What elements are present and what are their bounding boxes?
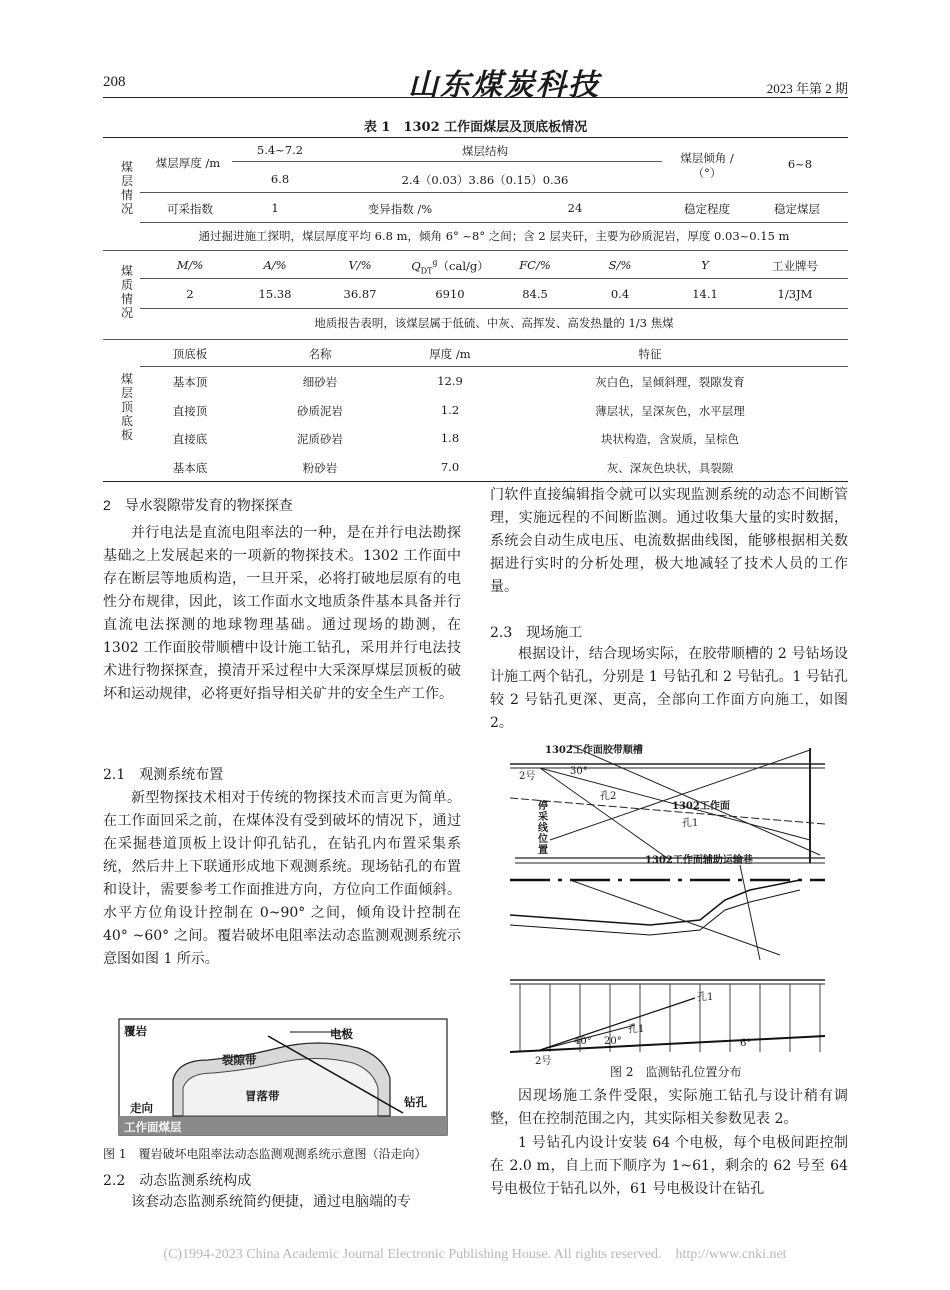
quality-header-grade: 工业牌号 <box>772 259 818 273</box>
copyright-footer: (C)1994-2023 China Academic Journal Electronic Publishing House. All rights reserved. http://www.cnki.net <box>163 1247 787 1262</box>
table-title: 表 1 1302 工作面煤层及顶底板情况 <box>363 120 588 135</box>
quality-value-q: 6910 <box>435 287 465 301</box>
section-rule <box>103 250 848 251</box>
roof-row-name: 砂质泥岩 <box>297 404 343 418</box>
quality-value-grade: 1/3JM <box>777 287 813 301</box>
roof-row-type: 基本底 <box>172 461 208 475</box>
fig2-face-label: 1302工作面 <box>672 801 730 812</box>
quality-header-m: M/% <box>176 258 204 272</box>
roof-header-type: 顶底板 <box>172 347 208 361</box>
thickness-label: 煤层厚度 /m <box>155 156 221 170</box>
subsection-title: 2.1 观测系统布置 <box>103 767 224 783</box>
roof-row-feature: 块状构造，含炭质，呈棕色 <box>601 432 739 446</box>
quality-header-fc: FC/% <box>519 258 551 272</box>
quality-header-v: V/% <box>348 258 372 272</box>
subsection-title: 2.3 现场施工 <box>490 625 583 641</box>
row-rule <box>232 161 662 162</box>
header-rule <box>103 97 848 98</box>
quality-value-a: 15.38 <box>258 287 292 301</box>
issue-label: 2023 年第 2 期 <box>766 81 848 96</box>
roof-row-name: 泥质砂岩 <box>297 432 343 446</box>
structure-label: 煤层结构 <box>462 144 508 158</box>
stability-label: 稳定程度 <box>684 202 730 216</box>
variation-label: 变异指数 /% <box>367 202 433 216</box>
fig2-hole1-lower-label: 孔1 <box>628 1024 645 1035</box>
paragraph: 并行电法是直流电阻率法的一种，是在并行电法勘探基础之上发展起来的一项新的物探技术。1302 工作面中存在断层等地质构造，一旦开采，必将打破地层原有的电性分布规律，因此，该工作面水文地质条件基本具备并行直流电法探测的地球物理基础。通过现场的勘测，在 1302 工作面胶带顺槽中设计施工钻孔，采用并行电法技术进行物探探查，摸清开采过程中大采深厚煤层顶板的破坏和运动规律，必将更好指导相关矿井的安全生产工作。 <box>103 525 461 702</box>
roof-row-feature: 灰、深灰色块状，具裂隙 <box>606 461 734 475</box>
fig2-stop-line-label: 停采线位置 <box>538 801 548 856</box>
quality-header-a: A/% <box>263 258 287 272</box>
row-rule <box>140 278 848 279</box>
roof-row-feature: 薄层状，呈深灰色，水平层理 <box>595 404 745 418</box>
roof-row-thickness: 12.9 <box>437 374 463 388</box>
quality-header-s: S/% <box>608 258 632 272</box>
fig1-electrode-label: 电极 <box>330 1027 353 1041</box>
quality-value-v: 36.87 <box>343 287 377 301</box>
roof-section-label: 煤层顶底板 <box>120 372 133 442</box>
fig2-angle20-label: 20° <box>604 1036 622 1047</box>
row-rule <box>140 222 848 223</box>
section-rule <box>103 339 848 340</box>
row-rule <box>140 192 848 193</box>
roof-row-type: 基本顶 <box>172 375 208 389</box>
figure-2 <box>510 740 830 1060</box>
stability-value: 稳定煤层 <box>774 202 820 216</box>
roof-row-thickness: 1.2 <box>440 403 460 417</box>
quality-value-fc: 84.5 <box>522 287 548 301</box>
fig1-strike-label: 走向 <box>130 1101 153 1115</box>
dip-label: 煤层倾角 /（°） <box>680 151 734 180</box>
variation-value: 24 <box>567 201 583 215</box>
journal-logo: 山东煤炭科技 <box>408 68 600 103</box>
fig1-fracture-label: 裂隙带 <box>222 1053 257 1067</box>
fig2-no2-label: 2号 <box>519 771 536 782</box>
dip-value: 6~8 <box>787 157 813 171</box>
paragraph: 因现场施工条件受限，实际施工钻孔与设计稍有调整，但在控制范围之内，其实际相关参数见表 2。 <box>490 1088 848 1127</box>
thickness-avg: 6.8 <box>270 172 290 186</box>
thickness-range: 5.4~7.2 <box>256 143 304 157</box>
row-rule <box>140 308 848 309</box>
fig2-angle30-label: 30° <box>570 766 588 777</box>
page-number: 208 <box>103 74 126 90</box>
paragraph: 1 号钻孔内设计安装 64 个电极，每个电极间距控制在 2.0 m，自上而下顺序为 1~61，剩余的 62 号至 64 号电极位于钻孔以外，61 号电极设计在钻孔 <box>490 1135 848 1197</box>
roof-row-name: 细砂岩 <box>302 375 338 389</box>
mineable-value: 1 <box>271 201 279 215</box>
fig2-angle6-label: 6° <box>740 1038 752 1049</box>
fig2-hole1-label: 孔1 <box>682 818 699 829</box>
fig1-caving-label: 冒落带 <box>245 1089 280 1103</box>
mineable-label: 可采指数 <box>167 202 213 216</box>
fig1-overburden-label: 覆岩 <box>124 1024 147 1038</box>
fig2-no2-lower-label: 2号 <box>535 1056 552 1067</box>
quality-value-y: 14.1 <box>692 287 718 301</box>
paragraph: 门软件直接编辑指令就可以实现监测系统的动态不间断管理，实施远程的不间断监测。通过收集大量的实时数据，系统会自动生成电压、电流数据曲线图，能够根据相关数据进行实时的分析处理，极大地减轻了技术人员的工作量。 <box>490 487 848 595</box>
table-top-rule <box>103 137 848 138</box>
fig2-hole2-label: 孔2 <box>600 791 617 802</box>
paragraph: 该套动态监测系统简约便捷，通过电脑端的专 <box>131 1194 411 1210</box>
roof-row-type: 直接顶 <box>172 404 208 418</box>
roof-row-feature: 灰白色，呈倾斜理，裂隙发育 <box>595 375 745 389</box>
table-bottom-rule <box>103 481 848 482</box>
fig2-angle40-label: 40° <box>574 1036 592 1047</box>
figure-1-caption: 图 1 覆岩破坏电阻率法动态监测观测系统示意图（沿走向） <box>103 1147 427 1161</box>
subsection-title: 2.2 动态监测系统构成 <box>103 1173 252 1189</box>
coal-section-label: 煤层情况 <box>120 160 133 216</box>
quality-value-m: 2 <box>186 287 194 301</box>
fig2-hole1-lower-label: 孔1 <box>697 992 714 1003</box>
fig2-conveyor-label: 1302工作面辅助运输巷 <box>645 855 753 866</box>
quality-section-label: 煤质情况 <box>120 264 133 320</box>
roof-header-name: 名称 <box>308 347 332 361</box>
figure-2-caption: 图 2 监测钻孔位置分布 <box>610 1065 742 1079</box>
quality-value-s: 0.4 <box>610 287 630 301</box>
roof-row-thickness: 1.8 <box>440 431 460 445</box>
fig1-seam-label: 工作面煤层 <box>124 1120 182 1134</box>
fig1-borehole-label: 钻孔 <box>404 1095 427 1109</box>
roof-row-thickness: 7.0 <box>440 460 460 474</box>
roof-row-type: 直接底 <box>172 432 208 446</box>
structure-value: 2.4（0.03）3.86（0.15）0.36 <box>401 173 569 187</box>
roof-header-thickness: 厚度 /m <box>429 347 471 361</box>
roof-row-name: 粉砂岩 <box>302 461 338 475</box>
section-title: 2 导水裂隙带发育的物探探查 <box>103 497 293 513</box>
quality-note: 地质报告表明，该煤层属于低硫、中灰、高挥发、高发热量的 1/3 焦煤 <box>314 316 674 330</box>
paragraph: 根据设计，结合现场实际，在胶带顺槽的 2 号钻场设计施工两个钻孔，分别是 1 号钻孔和 2 号钻孔。1 号钻孔较 2 号钻孔更深、更高，全部向工作面方向施工，如图 2。 <box>490 646 848 731</box>
quality-header-q: $Q_{DT}^g(cal/g)$ <box>411 258 489 276</box>
row-rule <box>140 366 848 367</box>
fig2-belt-road-label: 1302工作面胶带顺槽 <box>545 745 643 756</box>
quality-header-y: Y <box>701 258 709 272</box>
coal-note: 通过掘进施工探明，煤层厚度平均 6.8 m，倾角 6° ~8° 之间；含 2 层夹矸，主要为砂质泥岩，厚度 0.03~0.15 m <box>198 229 790 243</box>
paragraph: 新型物探技术相对于传统的物探技术而言更为简单。在工作面回采之前，在煤体没有受到破坏的情况下，通过在采掘巷道顶板上设计仰孔钻孔，在钻孔内布置采集系统，然后井上下联通形成地下观测系统。现场钻孔的布置和设计，需要参考工作面推进方向，方位向工作面倾斜。水平方位角设计控制在 0~90° 之间，倾角设计控制在 40° ~60° 之间。覆岩破坏电阻率法动态监测观测系统示意图如图 1 所示。 <box>103 790 461 967</box>
roof-header-feature: 特征 <box>638 347 662 361</box>
